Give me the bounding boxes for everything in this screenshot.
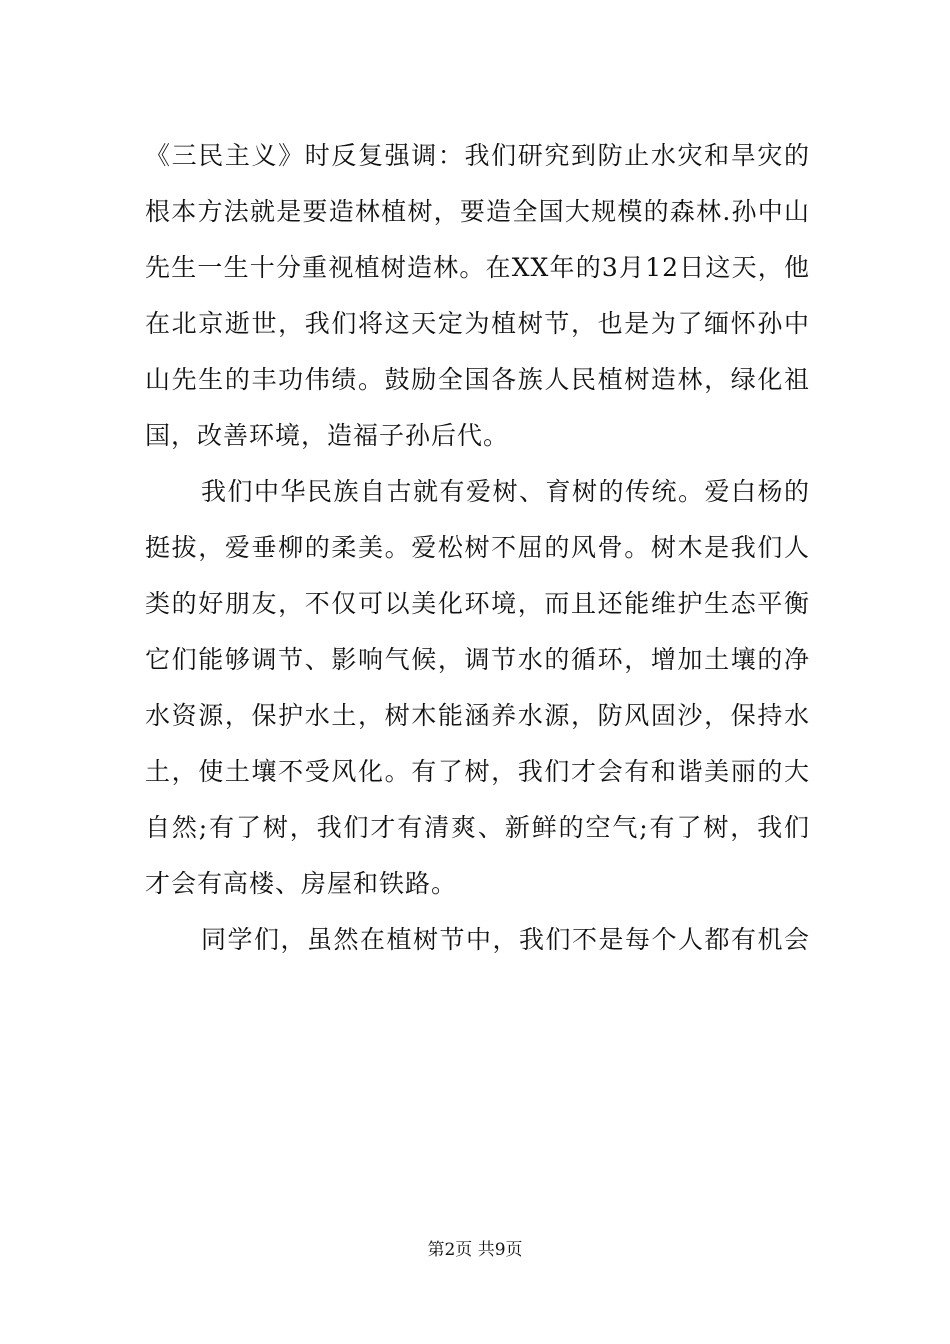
paragraph-line: 水资源，保护水土，树木能涵养水源，防风固沙，保持水	[145, 701, 810, 730]
paragraph-line: 在北京逝世，我们将这天定为植树节，也是为了缅怀孙中	[145, 309, 810, 338]
paragraph-line: 同学们，虽然在植树节中，我们不是每个人都有机会	[201, 925, 810, 954]
page-number-footer: 第2页 共9页	[427, 1240, 523, 1260]
paragraph-line: 先生一生十分重视植树造林。在XX年的3月12日这天，他	[145, 253, 810, 282]
paragraph-line: 挺拔，爱垂柳的柔美。爱松树不屈的风骨。树木是我们人	[145, 533, 810, 562]
paragraph-line: 自然;有了树，我们才有清爽、新鲜的空气;有了树，我们	[145, 813, 810, 842]
document-body	[145, 128, 810, 968]
paragraph-line: 《三民主义》时反复强调：我们研究到防止水灾和旱灾的	[145, 141, 810, 170]
paragraph-line: 它们能够调节、影响气候，调节水的循环，增加土壤的净	[145, 645, 810, 674]
paragraph-line: 我们中华民族自古就有爱树、育树的传统。爱白杨的	[201, 477, 810, 506]
paragraph-line: 国，改善环境，造福子孙后代。	[145, 421, 510, 450]
paragraph-line: 才会有高楼、房屋和铁路。	[145, 869, 458, 898]
paragraph-line: 类的好朋友，不仅可以美化环境，而且还能维护生态平衡	[145, 589, 810, 618]
paragraph-line: 土，使土壤不受风化。有了树，我们才会有和谐美丽的大	[145, 757, 810, 786]
paragraph-line: 根本方法就是要造林植树，要造全国大规模的森林.孙中山	[145, 197, 810, 226]
paragraph-line: 山先生的丰功伟绩。鼓励全国各族人民植树造林，绿化祖	[145, 365, 810, 394]
